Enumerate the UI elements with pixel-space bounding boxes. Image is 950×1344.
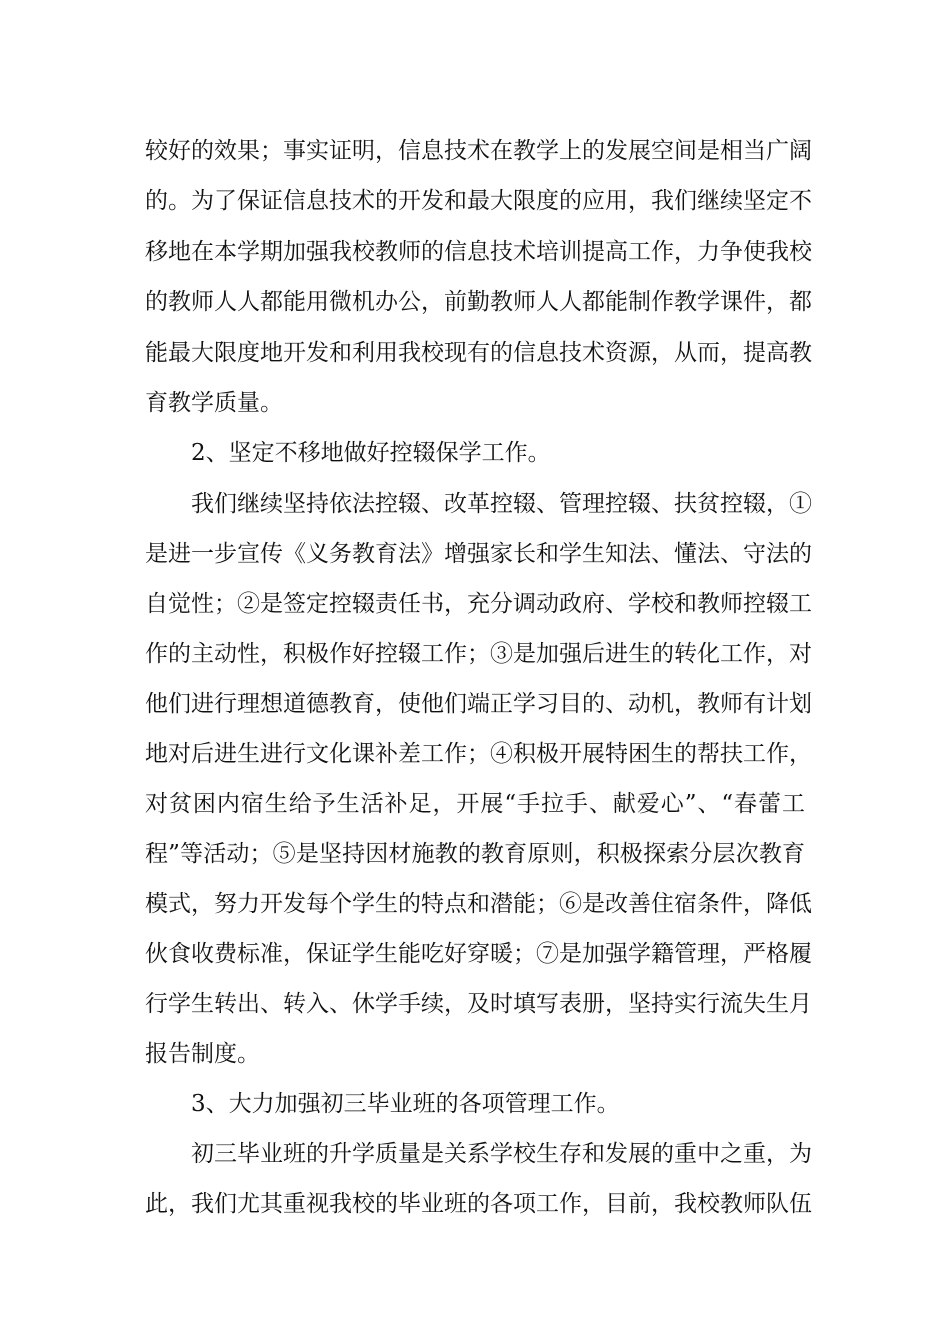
text-line: 育教学质量。 <box>145 390 283 416</box>
text-line: 移地在本学期加强我校教师的信息技术培训提高工作，力争使我校 <box>145 239 812 265</box>
section-heading: 3、大力加强初三毕业班的各项管理工作。 <box>191 1091 620 1117</box>
text-line: 较好的效果；事实证明，信息技术在教学上的发展空间是相当广阔 <box>145 138 812 164</box>
text-line: 初三毕业班的升学质量是关系学校生存和发展的重中之重，为 <box>191 1141 812 1167</box>
text-line: 我们继续坚持依法控辍、改革控辍、管理控辍、扶贫控辍，① <box>191 491 812 517</box>
text-line: 作的主动性，积极作好控辍工作；③是加强后进生的转化工作，对 <box>145 641 812 667</box>
section-heading: 2、坚定不移地做好控辍保学工作。 <box>191 440 551 466</box>
text-line: 是进一步宣传《义务教育法》增强家长和学生知法、懂法、守法的 <box>145 541 812 567</box>
text-line: 地对后进生进行文化课补差工作；④积极开展特困生的帮扶工作， <box>145 741 812 767</box>
text-line: 此，我们尤其重视我校的毕业班的各项工作，目前，我校教师队伍 <box>145 1191 812 1217</box>
text-line: 程”等活动；⑤是坚持因材施教的教育原则，积极探索分层次教育 <box>145 841 805 867</box>
text-line: 行学生转出、转入、休学手续，及时填写表册，坚持实行流失生月 <box>145 991 812 1017</box>
text-line: 报告制度。 <box>145 1041 260 1067</box>
text-line: 对贫困内宿生给予生活补足，开展“手拉手、献爱心”、“春蕾工 <box>145 791 805 817</box>
text-line: 自觉性；②是签定控辍责任书，充分调动政府、学校和教师控辍工 <box>145 591 812 617</box>
text-line: 的教师人人都能用微机办公，前勤教师人人都能制作教学课件，都 <box>145 289 812 315</box>
text-line: 伙食收费标准，保证学生能吃好穿暖；⑦是加强学籍管理，严格履 <box>145 941 812 967</box>
text-line: 模式，努力开发每个学生的特点和潜能；⑥是改善住宿条件，降低 <box>145 891 812 917</box>
text-line: 能最大限度地开发和利用我校现有的信息技术资源，从而，提高教 <box>145 340 812 366</box>
text-line: 他们进行理想道德教育，使他们端正学习目的、动机，教师有计划 <box>145 691 812 717</box>
text-line: 的。为了保证信息技术的开发和最大限度的应用，我们继续坚定不 <box>145 188 812 214</box>
